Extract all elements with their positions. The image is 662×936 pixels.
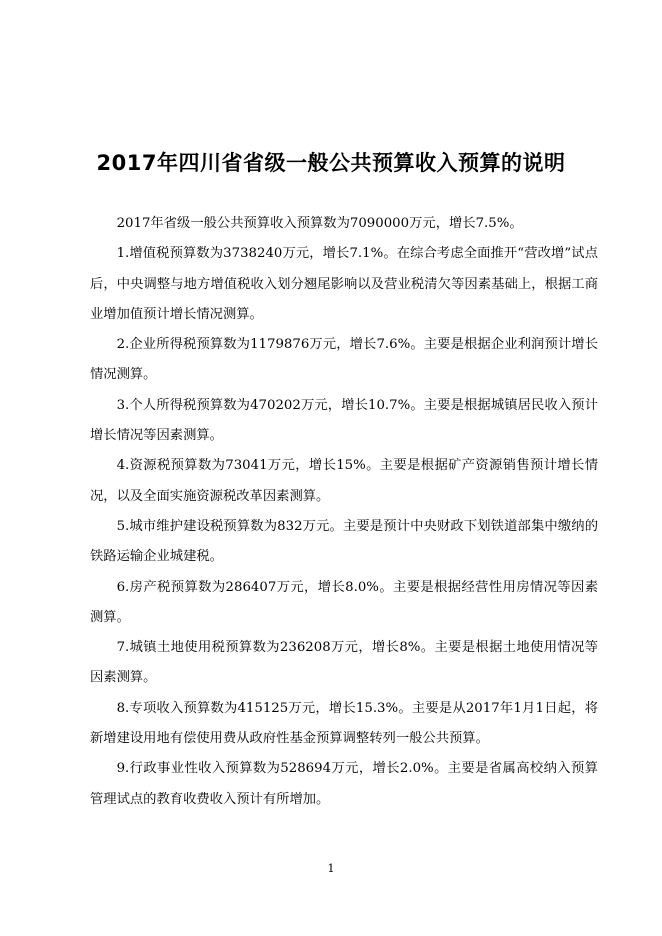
document-title: 2017年四川省省级一般公共预算收入预算的说明: [96, 151, 566, 175]
paragraph-urban-construction-tax: 5.城市维护建设税预算数为832万元。主要是预计中央财政下划铁道部集中缴纳的铁路运输企业城建税。: [90, 518, 598, 565]
paragraph-property-tax: 6.房产税预算数为286407万元，增长8.0%。主要是根据经营性用房情况等因素测算。: [90, 579, 598, 625]
paragraph-administrative-fees: 9.行政事业性收入预算数为528694万元，增长2.0%。主要是省属高校纳入预算管理试点的教育收费收入预计有所增加。: [90, 761, 598, 807]
paragraph-land-use-tax: 7.城镇土地使用税预算数为236208万元，增长8%。主要是根据土地使用情况等因素测算。: [90, 640, 598, 686]
paragraph-corporate-income-tax: 2.企业所得税预算数为1179876万元，增长7.6%。主要是根据企业利润预计增长情况测算。: [90, 337, 598, 383]
paragraph-resource-tax: 4.资源税预算数为73041万元，增长15%。主要是根据矿产资源销售预计增长情况，以及全面实施资源税改革因素测算。: [90, 458, 598, 504]
paragraph-personal-income-tax: 3.个人所得税预算数为470202万元，增长10.7%。主要是根据城镇居民收入预计增长情况等因素测算。: [90, 397, 598, 444]
paragraph-vat: 1.增值税预算数为3738240万元，增长7.1%。在综合考虑全面推开“营改增”试点后，中央调整与地方增值税收入划分翘尾影响以及营业税清欠等因素基础上，根据工商业增加值预计增长情况测算。: [90, 246, 598, 322]
page-number: 1: [327, 862, 335, 875]
document-body: [90, 209, 598, 815]
paragraph-summary: 2017年省级一般公共预算收入预算数为7090000万元，增长7.5%。: [116, 216, 523, 231]
paragraph-special-revenue: 8.专项收入预算数为415125万元，增长15.3%。主要是从2017年1月1日起，将新增建设用地有偿使用费从政府性基金预算调整转列一般公共预算。: [90, 700, 598, 747]
